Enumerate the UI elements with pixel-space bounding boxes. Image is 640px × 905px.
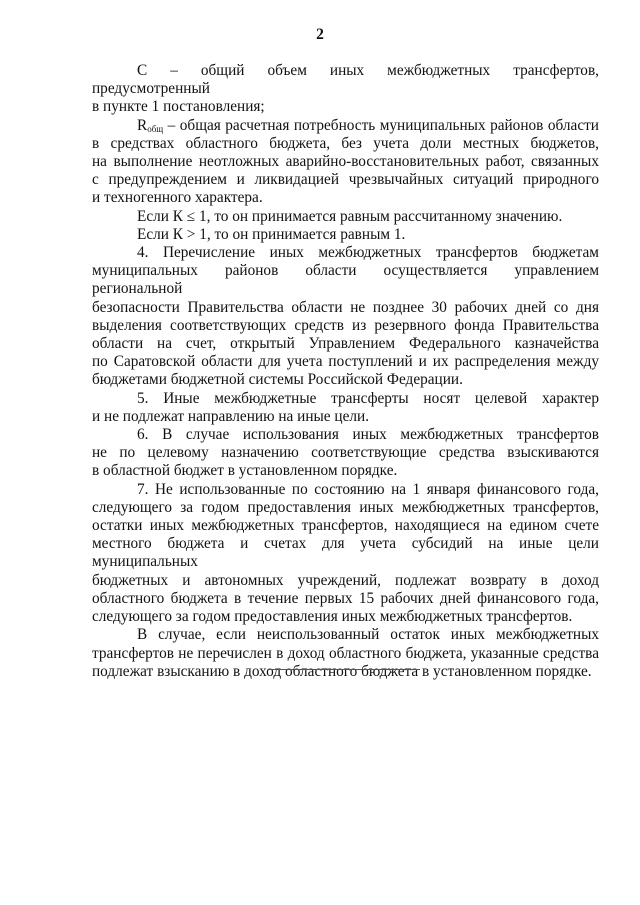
text-line: следующего за годом предоставления иных межбюджетных трансфертов,: [92, 498, 599, 516]
text-line: муниципальных районов области осуществляется управлением региональной: [92, 262, 599, 298]
text-line: 5. Иные межбюджетные трансферты носят целевой характер: [137, 389, 599, 407]
text-line: бюджетами бюджетной системы Российской Федерации.: [92, 371, 463, 389]
text-line: С – общий объем иных межбюджетных трансфертов, предусмотренный: [92, 62, 599, 98]
document-body: [92, 62, 599, 681]
text-line: подлежат взысканию в доход областного бюджета в установленном порядке.: [92, 662, 592, 680]
formula-symbol: R: [137, 116, 148, 134]
text-line: 7. Не использованные по состоянию на 1 января финансового года,: [137, 480, 599, 498]
text-line: областного бюджета в течение первых 15 рабочих дней финансового года,: [92, 589, 599, 607]
text-line: и техногенного характера.: [92, 189, 263, 207]
text-line: 6. В случае использования иных межбюджетных трансфертов: [137, 426, 599, 444]
formula-subscript: общ: [147, 123, 164, 134]
text-line: Если К ≤ 1, то он принимается равным рассчитанному значению.: [137, 207, 563, 225]
line-text: – общая расчетная потребность муниципальных районов области: [163, 116, 599, 134]
text-line: в пункте 1 постановления;: [92, 98, 265, 116]
text-line: [92, 117, 599, 135]
text-line: выделения соответствующих средств из резервного фонда Правительства: [92, 316, 599, 334]
text-line: и не подлежат направлению на иные цели.: [92, 407, 370, 425]
text-line: В случае, если неиспользованный остаток иных межбюджетных: [137, 626, 599, 644]
text-line: остатки иных межбюджетных трансфертов, находящиеся на едином счете: [92, 517, 599, 535]
text-line: не по целевому назначению соответствующие средства взыскиваются: [92, 444, 599, 462]
text-line: 4. Перечисление иных межбюджетных трансфертов бюджетам: [137, 244, 599, 262]
end-divider: [269, 669, 420, 670]
text-line: следующего за годом предоставления иных межбюджетных трансфертов.: [92, 608, 573, 626]
text-line: безопасности Правительства области не позднее 30 рабочих дней со дня: [92, 298, 599, 316]
paragraph: [92, 390, 599, 426]
text-line: с предупреждением и ликвидацией чрезвычайных ситуаций природного: [92, 171, 599, 189]
text-line: области на счет, открытый Управлением Федерального казначейства: [92, 335, 599, 353]
text-line: местного бюджета и счетах для учета субсидий на иные цели муниципальных: [92, 535, 599, 571]
text-line: в областной бюджет в установленном порядке.: [92, 462, 398, 480]
text-line: по Саратовской области для учета поступлений и их распределения между: [92, 353, 599, 371]
text-line: Если К > 1, то он принимается равным 1.: [137, 225, 406, 243]
paragraph: [92, 208, 599, 226]
paragraph: [92, 117, 599, 208]
text-line: бюджетных и автономных учреждений, подлежат возврату в доход: [92, 571, 599, 589]
paragraph: [92, 481, 599, 627]
paragraph: [92, 62, 599, 117]
text-line: в средствах областного бюджета, без учета доли местных бюджетов,: [92, 134, 599, 152]
paragraph: [92, 226, 599, 244]
paragraph: [92, 626, 599, 681]
paragraph: [92, 426, 599, 481]
page-number: 2: [316, 26, 324, 43]
paragraph: [92, 244, 599, 390]
text-line: на выполнение неотложных аварийно-восстановительных работ, связанных: [92, 153, 599, 171]
text-line: трансфертов не перечислен в доход областного бюджета, указанные средства: [92, 644, 599, 662]
